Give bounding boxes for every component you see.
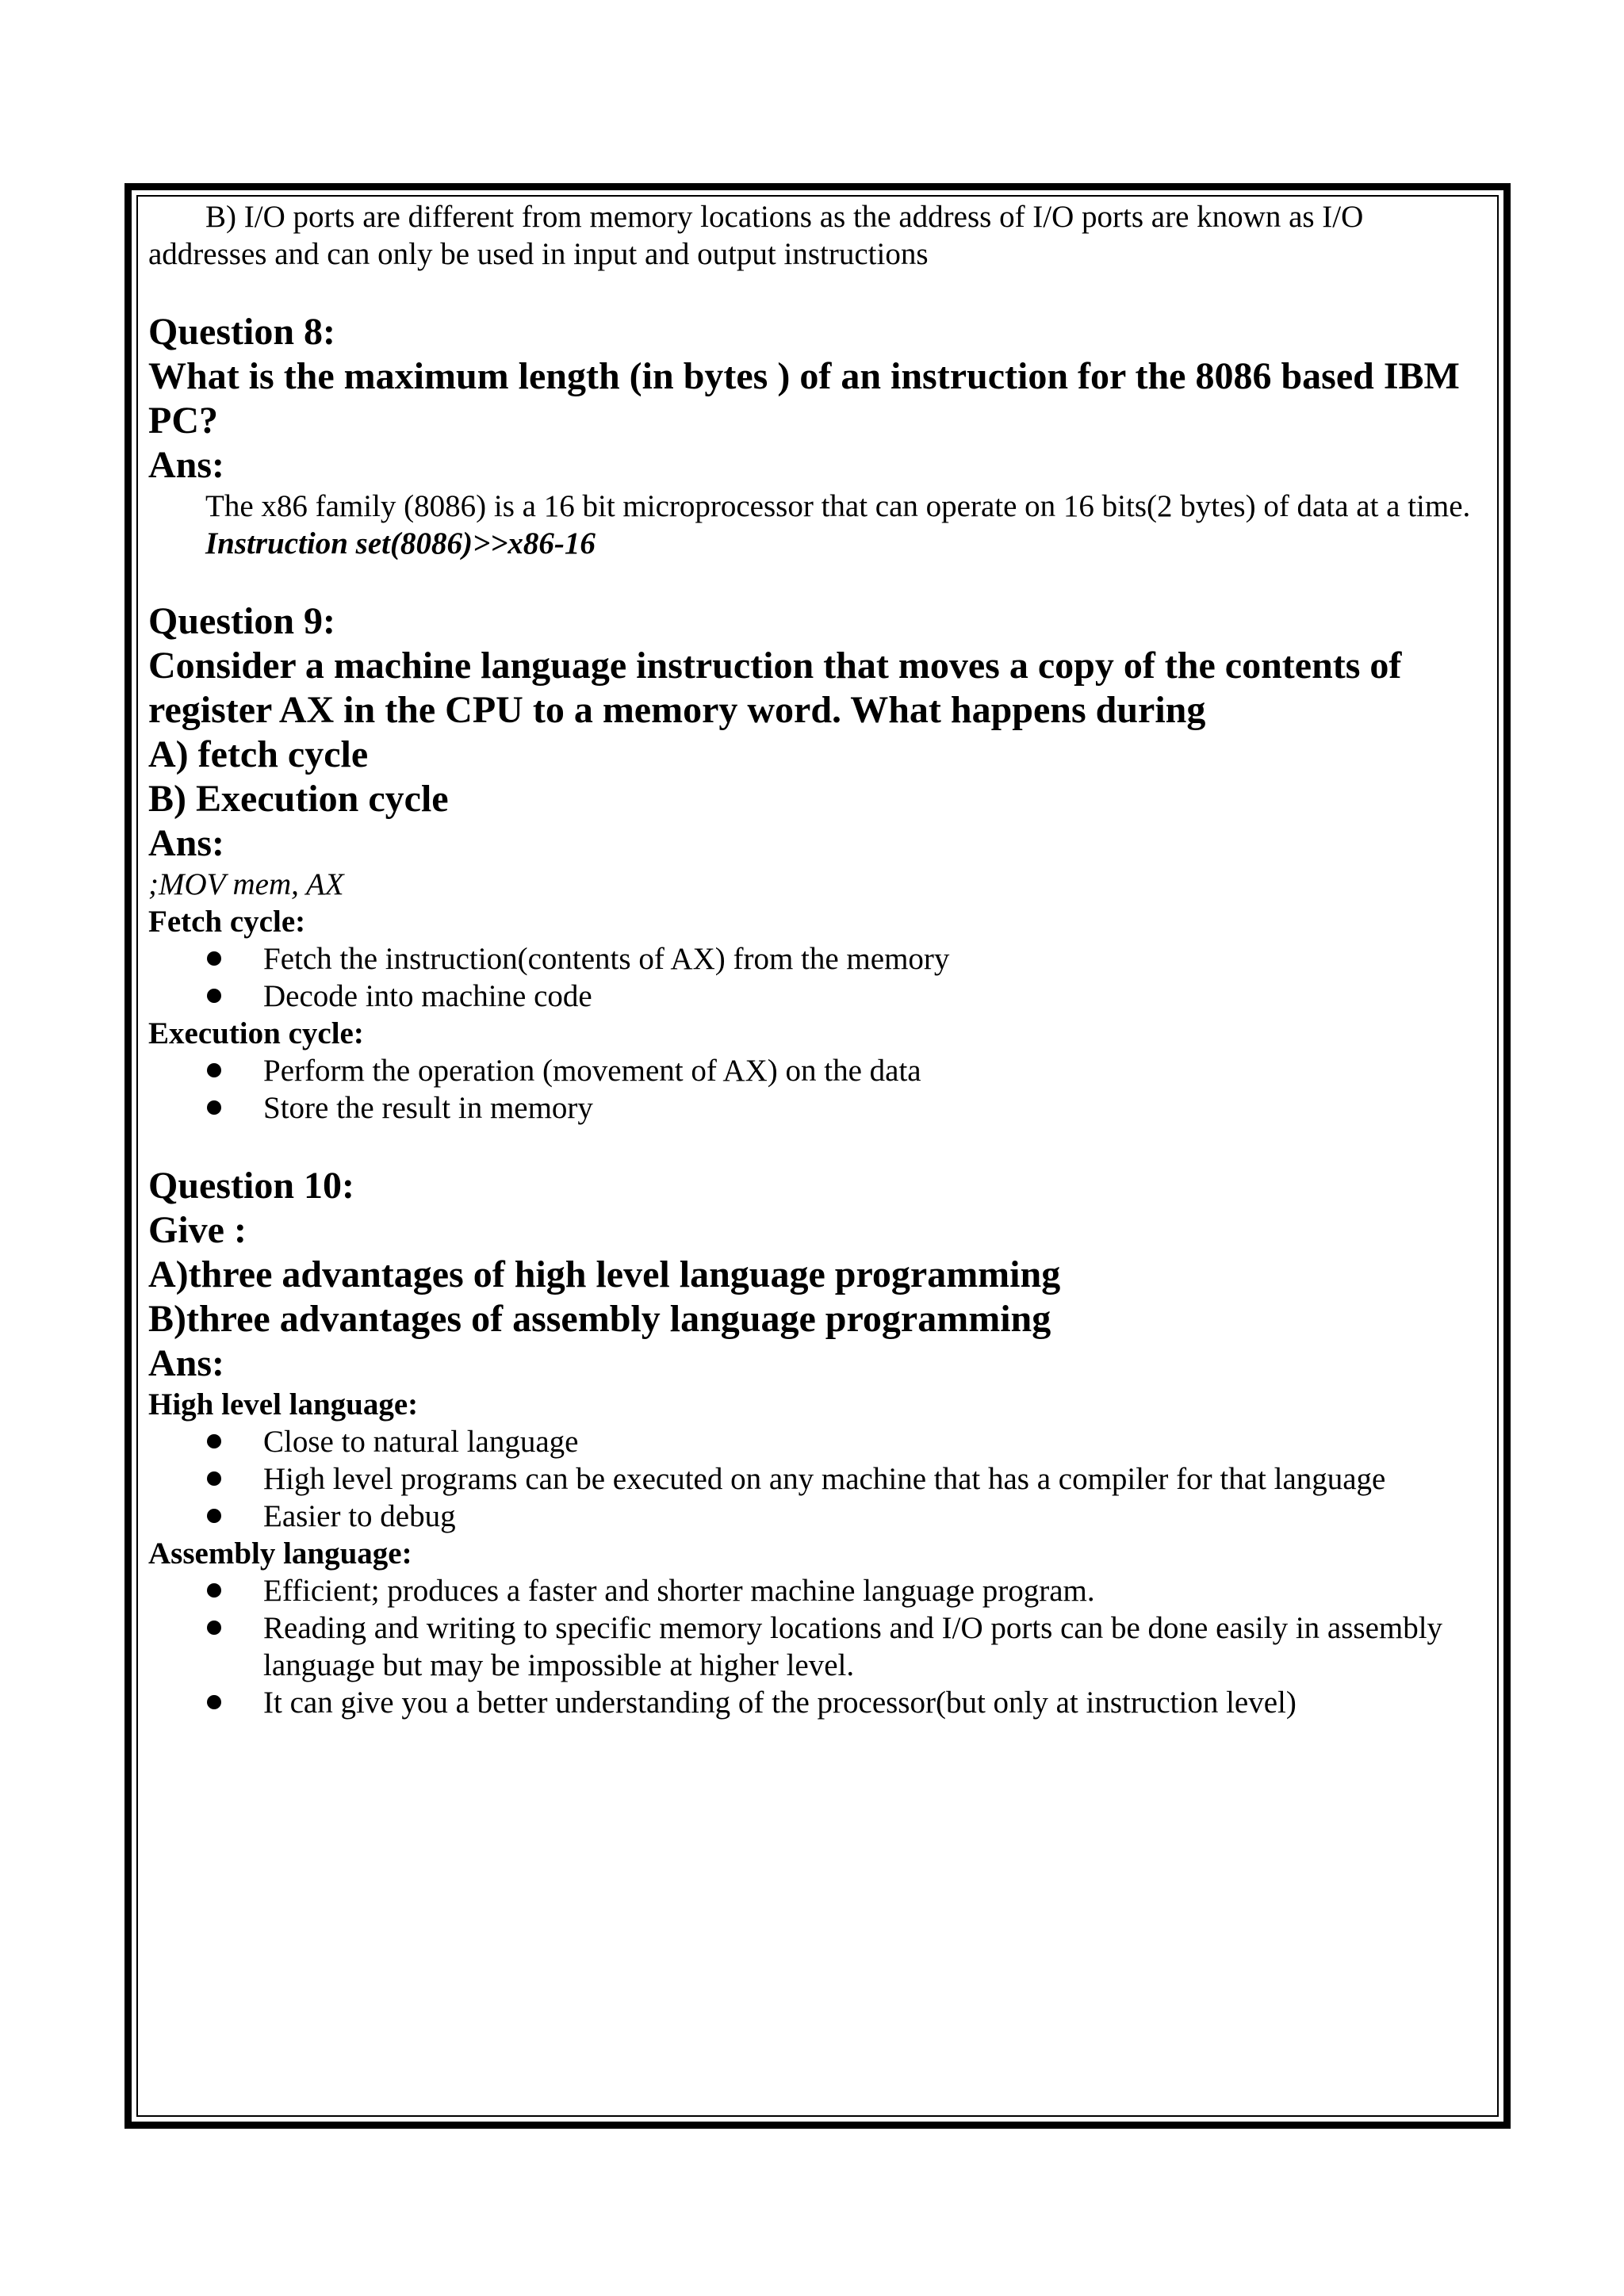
fetch-cycle-label: Fetch cycle: — [148, 905, 306, 939]
bullet-icon — [207, 1621, 221, 1635]
question-8-answer: The x86 family (8086) is a 16 bit microprocessor that can operate on 16 bits(2 bytes) of data at a time. — [205, 489, 1471, 523]
list-item: Fetch the instruction(contents of AX) from the memory — [148, 940, 1488, 978]
high-level-list — [148, 1423, 1488, 1535]
question-9-heading: Question 9: — [148, 600, 336, 642]
question-8 — [148, 310, 1488, 562]
bullet-icon — [207, 989, 221, 1003]
fetch-cycle-list — [148, 940, 1488, 1015]
list-item: High level programs can be executed on any machine that has a compiler for that language — [148, 1460, 1488, 1498]
question-10-heading: Question 10: — [148, 1165, 355, 1207]
question-8-ans-label: Ans: — [148, 444, 225, 486]
question-9 — [148, 599, 1488, 1127]
document-content — [148, 198, 1488, 1721]
question-10-part-b: B)three advantages of assembly language programming — [148, 1298, 1051, 1340]
high-level-label: High level language: — [148, 1387, 419, 1422]
list-item: Store the result in memory — [148, 1089, 1488, 1127]
bullet-icon — [207, 1695, 221, 1709]
bullet-icon — [207, 1583, 221, 1598]
list-item: Decode into machine code — [148, 978, 1488, 1015]
question-9-ans-label: Ans: — [148, 822, 225, 864]
bullet-icon — [207, 951, 221, 966]
bullet-icon — [207, 1434, 221, 1448]
question-9-option-b: B) Execution cycle — [148, 778, 449, 820]
list-item: Easier to debug — [148, 1498, 1488, 1535]
question-9-code: ;MOV mem, AX — [148, 867, 344, 901]
list-item: Efficient; produces a faster and shorter machine language program. — [148, 1572, 1488, 1609]
list-item: It can give you a better understanding of the processor(but only at instruction level) — [148, 1684, 1488, 1721]
assembly-label: Assembly language: — [148, 1536, 412, 1571]
list-item: Perform the operation (movement of AX) on the data — [148, 1052, 1488, 1089]
intro-paragraph: B) I/O ports are different from memory locations as the address of I/O ports are known as I/O addresses and can only be used in input and output instructions — [148, 200, 1364, 271]
list-item: Reading and writing to specific memory locations and I/O ports can be done easily in assembly language but may be impossible at higher level. — [148, 1609, 1488, 1684]
execution-cycle-list — [148, 1052, 1488, 1127]
execution-cycle-label: Execution cycle: — [148, 1016, 364, 1050]
question-10 — [148, 1164, 1488, 1721]
bullet-icon — [207, 1100, 221, 1115]
assembly-list — [148, 1572, 1488, 1721]
bullet-icon — [207, 1063, 221, 1077]
question-8-note: Instruction set(8086)>>x86-16 — [205, 526, 596, 561]
question-10-ans-label: Ans: — [148, 1342, 225, 1384]
bullet-icon — [207, 1509, 221, 1523]
question-8-text: What is the maximum length (in bytes ) of an instruction for the 8086 based IBM PC? — [148, 355, 1460, 442]
question-10-part-a: A)three advantages of high level language programming — [148, 1253, 1061, 1295]
question-9-text: Consider a machine language instruction that moves a copy of the contents of register AX in the CPU to a memory word. What happens during — [148, 645, 1402, 731]
bullet-icon — [207, 1471, 221, 1486]
question-10-give: Give : — [148, 1209, 247, 1251]
list-item: Close to natural language — [148, 1423, 1488, 1460]
question-8-heading: Question 8: — [148, 311, 336, 353]
question-9-option-a: A) fetch cycle — [148, 733, 369, 775]
